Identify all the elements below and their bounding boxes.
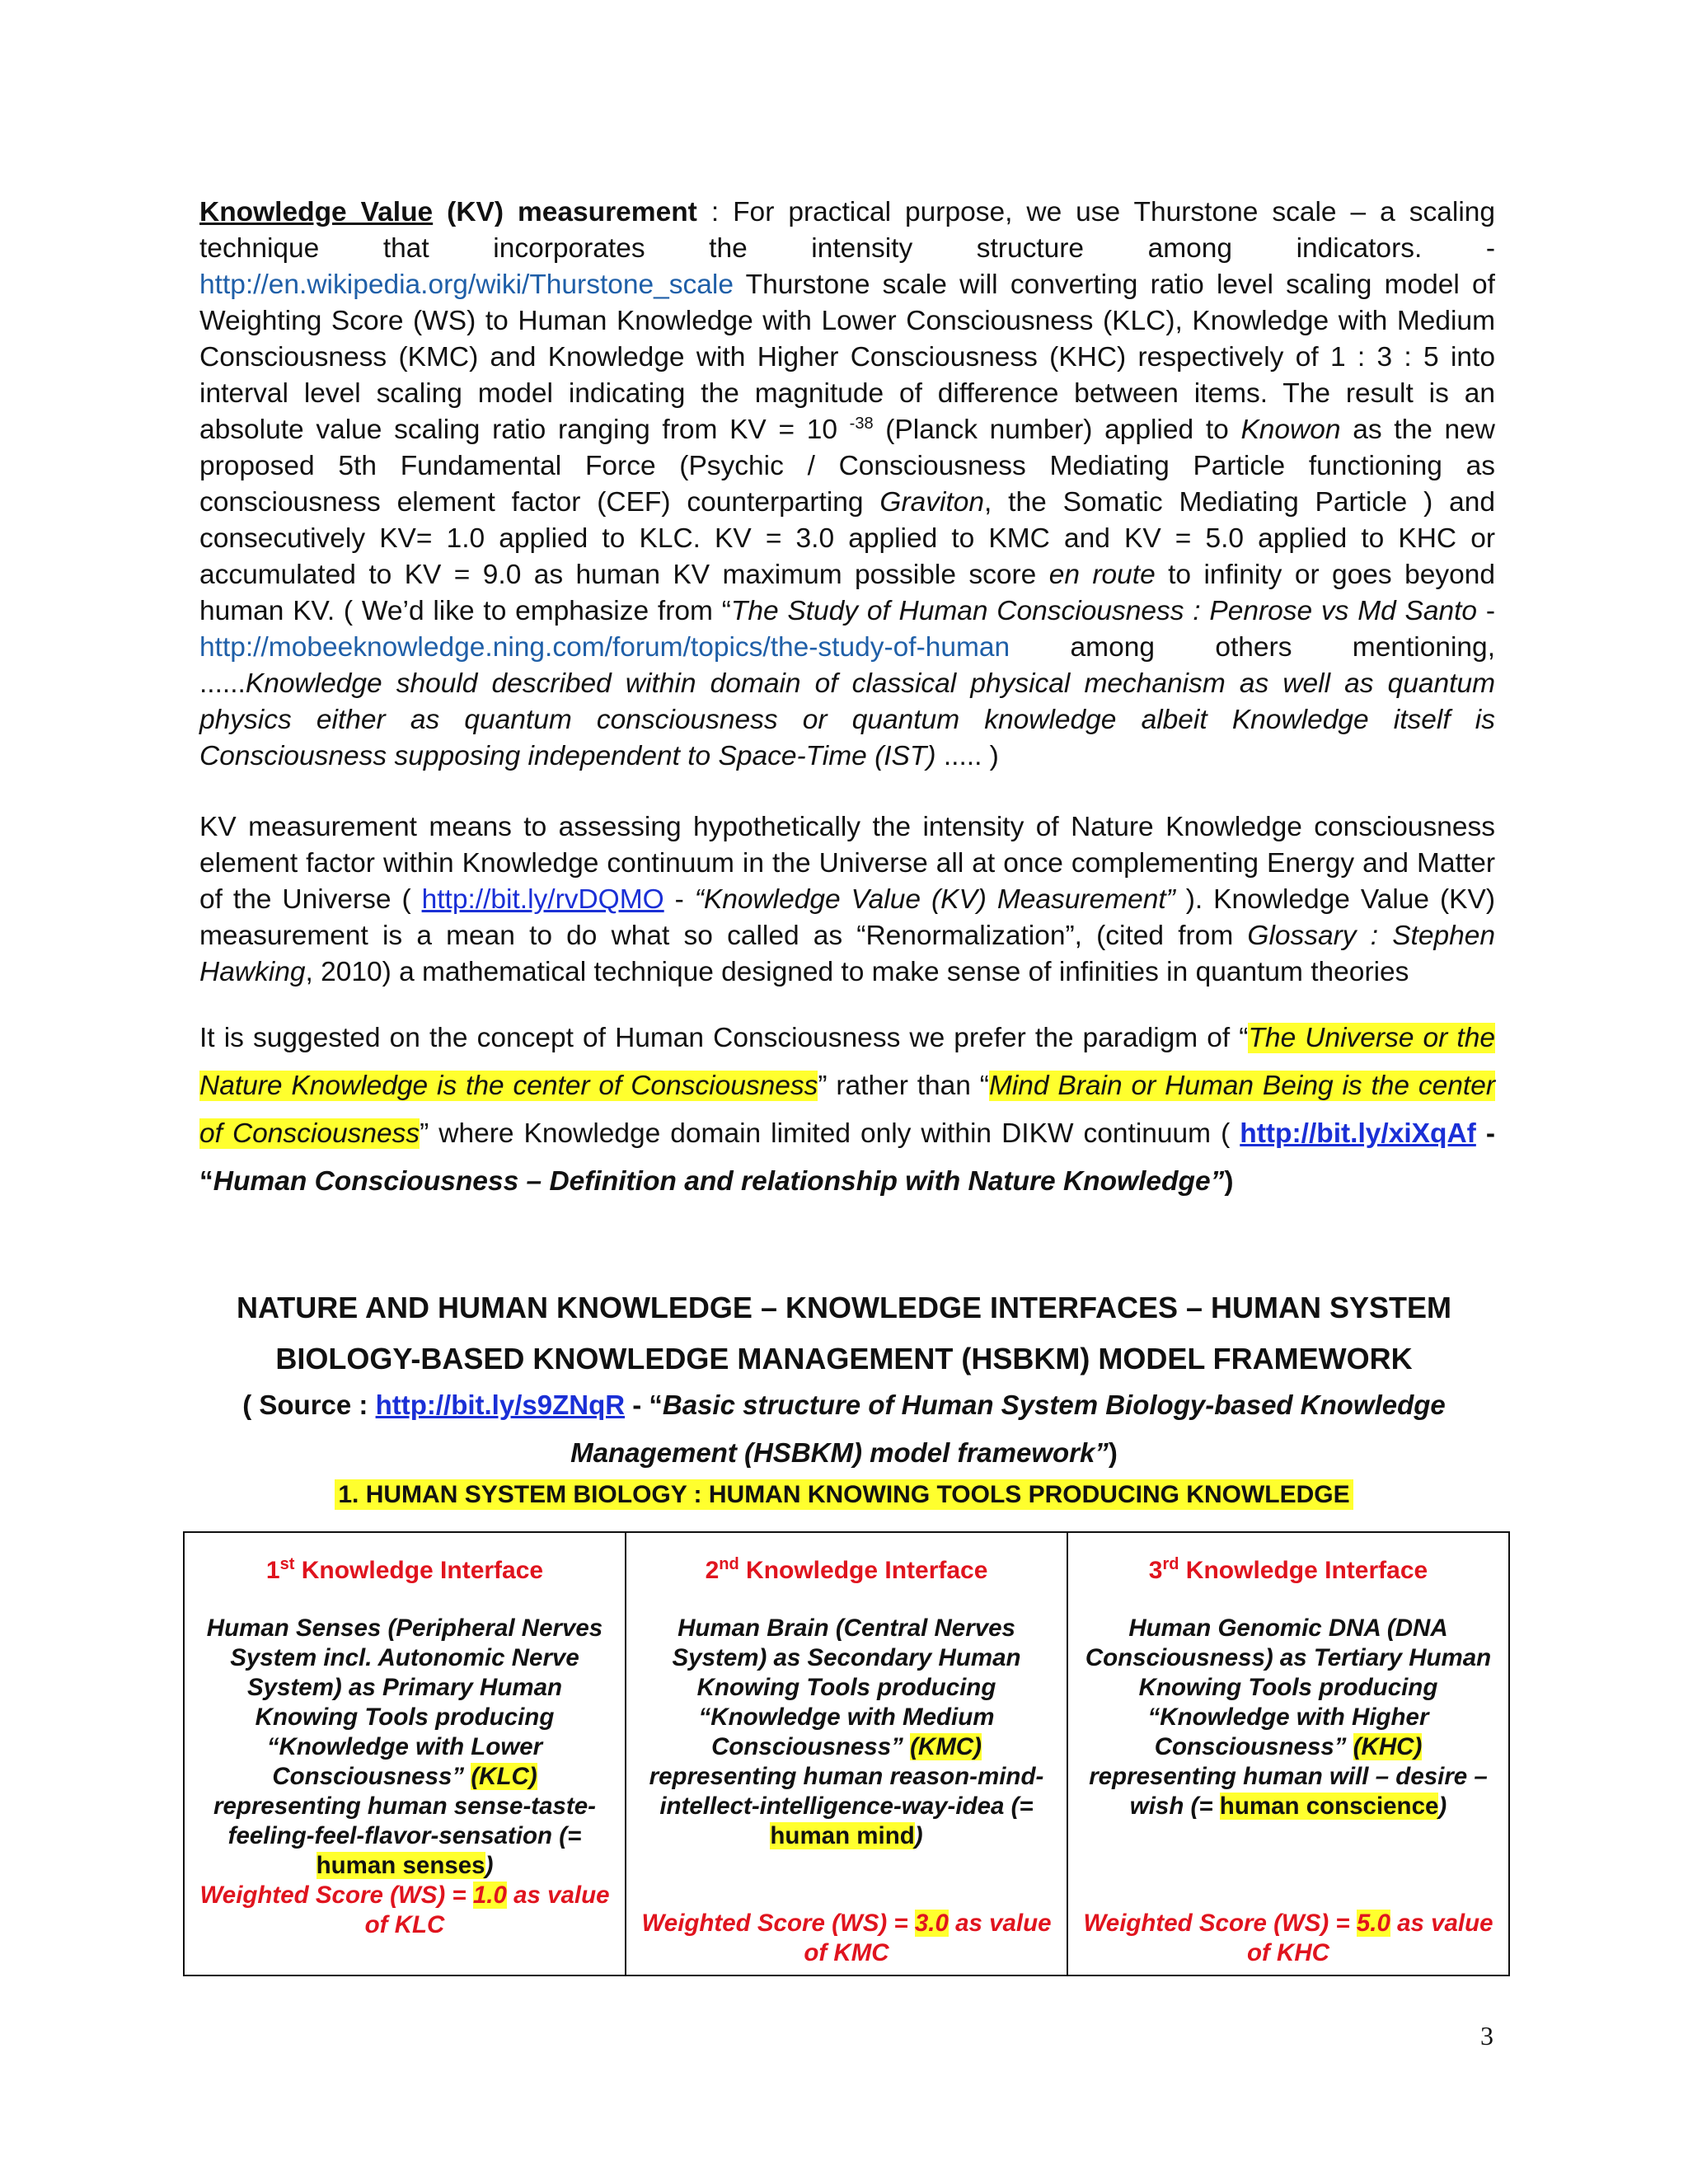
text: Human Senses (Peripheral Nerves System incl. Autonomic Nerve System) as Primary Human Knowing Tools producing “Knowledge with Lower Consciousness” xyxy=(206,1615,603,1790)
text: among others mentioning, ...... xyxy=(199,632,1495,699)
text: : For practical purpose, we use Thurstone scale – a scaling technique that incorporates the intensity structure among indicators. - xyxy=(199,197,1496,264)
text: Weighted Score (WS) = xyxy=(641,1910,915,1937)
paragraph-consciousness-paradigm xyxy=(199,1015,1495,1206)
text: ” where Knowledge domain limited only within DIKW continuum ( xyxy=(420,1118,1240,1149)
text: KV measurement means to assessing hypothetically the intensity of Nature Knowledge consciousness element factor within Knowledge continuum in the Universe all at once complementing Energy and Matter of the Universe ( xyxy=(199,812,1495,915)
text: ) xyxy=(914,1822,923,1849)
section-1-label: 1. HUMAN SYSTEM BIOLOGY : HUMAN KNOWING TOOLS PRODUCING KNOWLEDGE xyxy=(335,1479,1353,1510)
source-line xyxy=(165,1381,1523,1477)
text: ..... ) xyxy=(935,741,999,771)
link-rvdqmo[interactable]: http://bit.ly/rvDQMO xyxy=(421,884,664,915)
weighted-score xyxy=(1083,1909,1493,1968)
highlight-code: (KLC) xyxy=(471,1763,537,1790)
text: - “ xyxy=(625,1390,663,1420)
text: as value of KMC xyxy=(804,1910,1052,1966)
text: ( Source : xyxy=(242,1390,376,1420)
text: ) xyxy=(1438,1793,1447,1820)
title-kv-measurement: “Knowledge Value (KV) Measurement” xyxy=(694,884,1175,915)
text: as the new proposed 5th Fundamental Force (Psychic / Consciousness Mediating Particle functioning as consciousness element factor (CEF) counterparting xyxy=(199,415,1495,518)
link-xixqaf[interactable]: http://bit.ly/xiXqAf xyxy=(1240,1118,1476,1149)
text: Human Genomic DNA (DNA Consciousness) as Tertiary Human Knowing Tools producing “Knowledge with Higher Consciousness” xyxy=(1085,1615,1492,1760)
interface-description xyxy=(1085,1615,1491,1820)
text: 2 xyxy=(705,1557,720,1584)
interface-heading xyxy=(1083,1556,1493,1586)
interface-heading xyxy=(641,1556,1052,1586)
text: It is suggested on the concept of Human Consciousness we prefer the paradigm of “ xyxy=(199,1023,1249,1053)
highlight-term: human senses xyxy=(316,1852,485,1879)
section-1-title xyxy=(0,1481,1688,1509)
text: 1 xyxy=(265,1557,280,1584)
ordinal-suffix: nd xyxy=(719,1555,739,1573)
term-graviton: Graviton xyxy=(879,487,985,518)
text: Knowledge Interface xyxy=(294,1557,544,1584)
highlight-universe-center: The Universe or the Nature Knowledge is the center of Consciousness xyxy=(199,1023,1495,1101)
text: “ xyxy=(199,1166,213,1197)
weighted-score xyxy=(199,1881,610,1940)
interface-description xyxy=(207,1615,603,1879)
paragraph-kv-renormalization xyxy=(199,809,1495,991)
text: ). Knowledge Value (KV) measurement is a mean to do what so called as “Renormalization”, (cited from xyxy=(199,884,1495,951)
text: representing human sense-taste-feeling-feel-flavor-sensation (= xyxy=(213,1793,596,1849)
highlight-term: human conscience xyxy=(1219,1793,1439,1820)
paragraph-kv-measurement xyxy=(199,194,1495,775)
text: as value of KHC xyxy=(1247,1910,1493,1966)
link-thurstone-scale[interactable]: http://en.wikipedia.org/wiki/Thurstone_scale xyxy=(199,269,734,300)
superscript-exponent: -38 xyxy=(849,414,874,433)
title-study-human-consciousness: The Study of Human Consciousness : Penrose vs Md Santo xyxy=(730,596,1478,626)
text: ) xyxy=(1108,1437,1118,1468)
term-knowledge-value: Knowledge Value xyxy=(199,197,434,227)
ordinal-suffix: st xyxy=(279,1555,295,1573)
weighted-score-value: 5.0 xyxy=(1356,1910,1390,1937)
text: ” rather than “ xyxy=(818,1071,989,1101)
text: ) xyxy=(485,1852,494,1879)
text: Knowledge Interface xyxy=(1179,1557,1428,1584)
interface-description xyxy=(649,1615,1044,1849)
weighted-score xyxy=(641,1909,1052,1968)
text: 3 xyxy=(1148,1557,1163,1584)
link-s9znqr[interactable]: http://bit.ly/s9ZNqR xyxy=(375,1390,626,1420)
heading-line-1: NATURE AND HUMAN KNOWLEDGE – KNOWLEDGE INTERFACES – HUMAN SYSTEM xyxy=(236,1291,1452,1324)
citation-glossary: Glossary : Stephen Hawking xyxy=(199,921,1495,987)
section-heading xyxy=(165,1282,1523,1385)
text: - xyxy=(663,884,695,915)
weighted-score-value: 1.0 xyxy=(472,1882,507,1909)
interface-cell-1 xyxy=(184,1532,626,1975)
text: , 2010) a mathematical technique designed to make sense of infinities in quantum theories xyxy=(305,957,1409,987)
highlight-code: (KHC) xyxy=(1353,1733,1423,1760)
text: Knowledge Interface xyxy=(738,1557,988,1584)
heading-line-2: BIOLOGY-BASED KNOWLEDGE MANAGEMENT (HSBKM) MODEL FRAMEWORK xyxy=(275,1342,1413,1376)
text: ) xyxy=(1224,1166,1234,1197)
ordinal-suffix: rd xyxy=(1162,1555,1179,1573)
page-number: 3 xyxy=(1480,2021,1493,2050)
term-kv-measurement: (KV) measurement xyxy=(433,197,697,227)
text: Weighted Score (WS) = xyxy=(1083,1910,1357,1937)
table-row xyxy=(184,1532,1509,1975)
text: Human Brain (Central Nerves System) as Secondary Human Knowing Tools producing “Knowledge with Medium Consciousness” xyxy=(672,1615,1021,1760)
highlight-code: (KMC) xyxy=(910,1733,982,1760)
text: - xyxy=(1477,596,1496,626)
title-human-consciousness: Human Consciousness – Definition and relationship with Nature Knowledge” xyxy=(213,1166,1225,1197)
source-title: Basic structure of Human System Biology-based Knowledge Management (HSBKM) model framework” xyxy=(570,1390,1446,1468)
text: Thurstone scale will converting ratio level scaling model of Weighting Score (WS) to Human Knowledge with Lower Consciousness (KLC), Knowledge with Medium Consciousness (KMC) and Knowledge with Higher Consciousness (KHC) respectively of 1 : 3 : 5 into interval level scaling model indicating the magnitude of difference between items. The result is an absolute value scaling ratio ranging from KV = 10 xyxy=(199,269,1495,445)
term-en-route: en route xyxy=(1048,560,1156,590)
text: to infinity or goes beyond human KV. ( We’d like to emphasize from “ xyxy=(199,560,1495,626)
interface-cell-2 xyxy=(626,1532,1067,1975)
weighted-score-value: 3.0 xyxy=(914,1910,949,1937)
interface-cell-3 xyxy=(1067,1532,1509,1975)
knowledge-interfaces-table xyxy=(183,1531,1510,1976)
text: representing human will – desire – wish (= xyxy=(1089,1763,1488,1820)
text: Weighted Score (WS) = xyxy=(199,1882,473,1909)
link-mobee-forum[interactable]: http://mobeeknowledge.ning.com/forum/topics/the-study-of-human xyxy=(199,632,1010,663)
text: - xyxy=(1475,1118,1495,1149)
interface-heading xyxy=(199,1556,610,1586)
highlight-mind-brain-center: Mind Brain or Human Being is the center of Consciousness xyxy=(199,1071,1495,1149)
text: as value of KLC xyxy=(364,1882,610,1938)
quote-knowledge-should: Knowledge should described within domain of classical physical mechanism as well as quantum physics either as quantum consciousness or quantum knowledge albeit Knowledge itself is Consciousness supposing independent to Space-Time (IST) xyxy=(199,668,1495,771)
text: representing human reason-mind-intellect-intelligence-way-idea (= xyxy=(649,1763,1044,1820)
term-knowon: Knowon xyxy=(1240,415,1341,445)
highlight-term: human mind xyxy=(770,1822,915,1849)
text: , the Somatic Mediating Particle ) and consecutively KV= 1.0 applied to KLC. KV = 3.0 applied to KMC and KV = 5.0 applied to KHC or accumulated to KV = 9.0 as human KV maximum possible score xyxy=(199,487,1495,590)
text: (Planck number) applied to xyxy=(873,415,1241,445)
